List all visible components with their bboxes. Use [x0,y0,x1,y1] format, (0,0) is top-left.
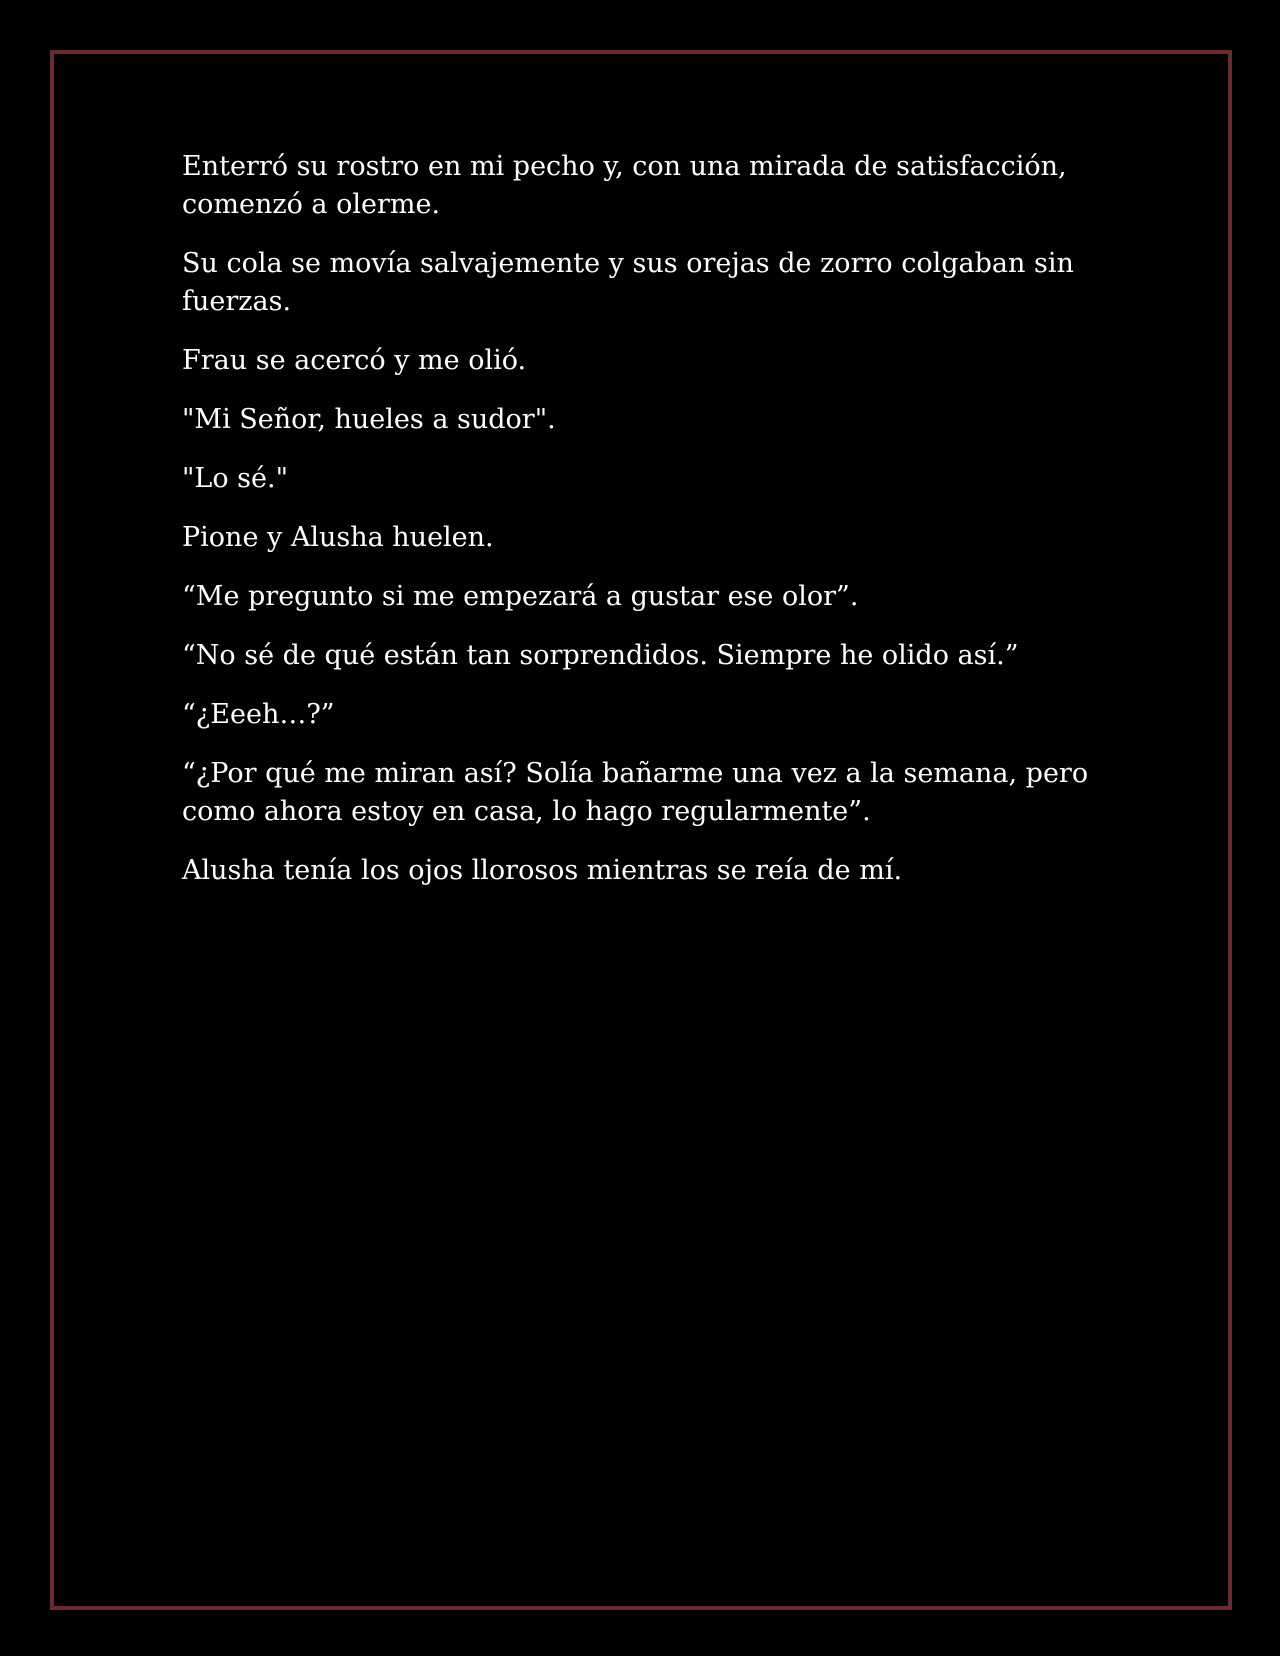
paragraph: Alusha tenía los ojos llorosos mientras se reía de mí. [182,855,903,886]
paragraph: “¿Por qué me miran así? Solía bañarme una vez a la semana, pero como ahora estoy en casa, lo hago regularmente”. [182,758,1089,827]
paragraph: "Mi Señor, hueles a sudor". [182,404,556,435]
page-frame [50,50,1232,1610]
paragraph: Enterró su rostro en mi pecho y, con una mirada de satisfacción, comenzó a olerme. [182,151,1067,220]
paragraph: “¿Eeeh…?” [182,699,335,730]
paragraph: “No sé de qué están tan sorprendidos. Siempre he olido así.” [182,640,1019,671]
paragraph: "Lo sé." [182,463,289,494]
text-body [182,148,1142,911]
paragraph: Pione y Alusha huelen. [182,522,494,553]
paragraph: Su cola se movía salvajemente y sus orejas de zorro colgaban sin fuerzas. [182,248,1074,317]
paragraph: Frau se acercó y me olió. [182,345,527,376]
paragraph: “Me pregunto si me empezará a gustar ese olor”. [182,581,859,612]
